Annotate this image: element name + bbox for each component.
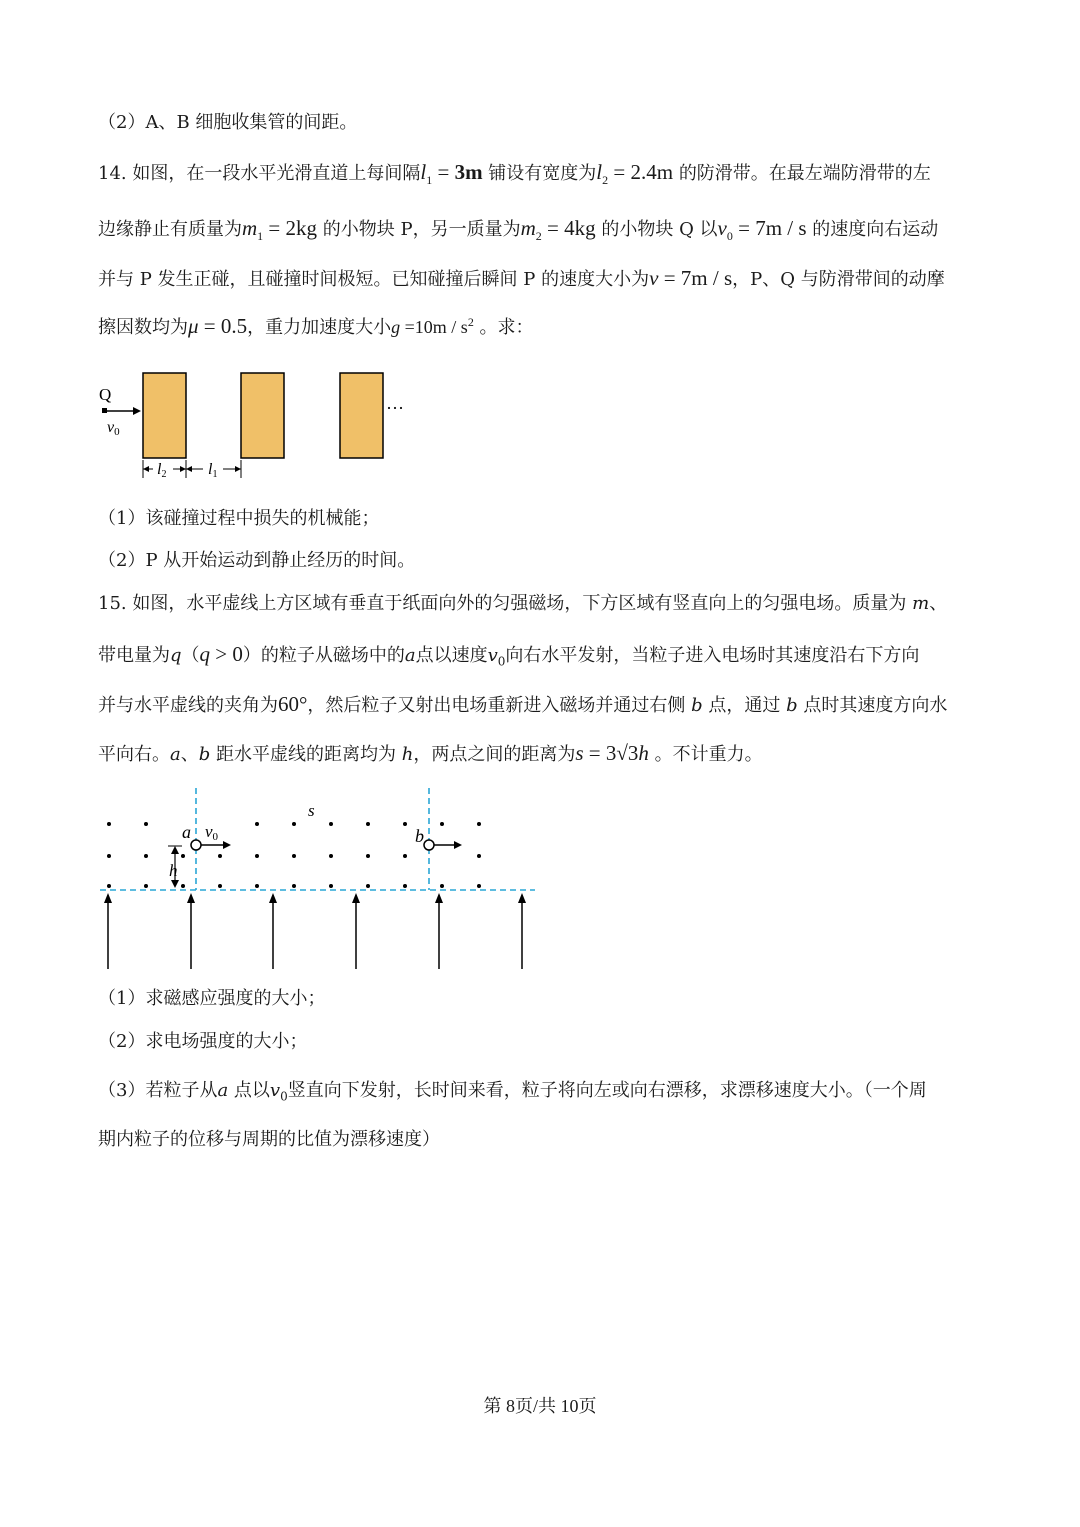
field-dot: [403, 822, 407, 826]
arrow-up-icon: [269, 893, 277, 903]
label-s: s: [308, 801, 315, 820]
velocity-arrow-icon: [454, 841, 462, 849]
field-dot: [107, 822, 111, 826]
particle-a: [191, 840, 201, 850]
magnetic-field-dots: [107, 822, 481, 888]
field-dot: [440, 822, 444, 826]
field-dot: [329, 884, 333, 888]
field-dot: [366, 822, 370, 826]
strip-3: [340, 373, 383, 458]
q15-stem-line4: 平向右。a、b 距水平虚线的距离均为 h，两点之间的距离为s = 3√3h 。不计重力。: [98, 741, 763, 765]
field-dot: [107, 854, 111, 858]
q14-figure: [95, 370, 425, 490]
arrow-up-icon: [518, 893, 526, 903]
field-dot: [218, 884, 222, 888]
field-dot: [181, 854, 185, 858]
arrow-v0-icon: [133, 407, 141, 415]
field-dot: [255, 884, 259, 888]
field-dot: [477, 822, 481, 826]
q14-stem-line3: 并与 P 发生正碰，且碰撞时间极短。已知碰撞后瞬间 P 的速度大小为v = 7m / s，P、Q 与防滑带间的动摩: [98, 266, 945, 290]
q15-stem-line1: 15. 如图，水平虚线上方区域有垂直于纸面向外的匀强磁场，下方区域有竖直向上的匀强电场。质量为 m、: [98, 593, 948, 614]
q15-stem-line2: 带电量为q（q > 0）的粒子从磁场中的a点以速度$v_0$向右水平发射，当粒子进入电场时其速度沿右下方向: [98, 642, 920, 669]
q14-part1: （1）该碰撞过程中损失的机械能；: [98, 508, 380, 529]
field-dot: [403, 884, 407, 888]
field-dot: [403, 854, 407, 858]
q14-stem-line1: 14. 如图，在一段水平光滑直道上每间隔$l_1 = 3m$ 铺设有宽度为$l_2 = 2.4m$ 的防滑带。在最左端防滑带的左: [98, 160, 931, 188]
page-footer: 第 8页/共 10页: [483, 1396, 597, 1416]
field-dot: [181, 884, 185, 888]
label-a: a: [182, 822, 191, 842]
label-l2: l2: [157, 461, 167, 480]
q15-part3-line1: （3）若粒子从a 点以$v_0$竖直向下发射，长时间来看，粒子将向左或向右漂移，求漂移速度大小。（一个周: [98, 1080, 927, 1104]
field-dot: [477, 884, 481, 888]
field-dot: [366, 854, 370, 858]
q15-part1: （1）求磁感应强度的大小；: [98, 988, 326, 1009]
strip-2: [241, 373, 284, 458]
arrow-up-icon: [352, 893, 360, 903]
field-dot: [292, 854, 296, 858]
arrow-up-icon: [435, 893, 443, 903]
field-dot: [107, 884, 111, 888]
particle-b: [424, 840, 434, 850]
label-l1: l1: [208, 461, 218, 480]
field-dot: [477, 854, 481, 858]
field-dot: [144, 854, 148, 858]
q14-stem-line2: 边缘静止有质量为$m_1 = 2kg$ 的小物块 P，另一质量为$m_2 = 4kg$ 的小物块 Q 以$v_0 = 7m / s$ 的速度向右运动: [98, 216, 939, 244]
q15-stem-line3: 并与水平虚线的夹角为60°，然后粒子又射出电场重新进入磁场并通过右侧 b 点，通过 b 点时其速度方向水: [98, 692, 948, 716]
arrow-up-icon: [187, 893, 195, 903]
field-dot: [255, 854, 259, 858]
label-b: b: [415, 826, 424, 846]
label-q: Q: [99, 385, 112, 404]
q13-part2: （2）A、B 细胞收集管的间距。: [98, 112, 358, 133]
q14-part2: （2）P 从开始运动到静止经历的时间。: [98, 550, 416, 571]
q15-part3-line2: 期内粒子的位移与周期的比值为漂移速度）: [98, 1129, 440, 1150]
field-dot: [218, 854, 222, 858]
label-v0: v0: [107, 419, 120, 438]
strip-1: [143, 373, 186, 458]
label-v0: v0: [205, 822, 219, 843]
electric-field-arrows: [104, 893, 526, 969]
label-h: h: [169, 861, 178, 880]
block-q: [102, 408, 107, 413]
q15-part2: （2）求电场强度的大小；: [98, 1031, 308, 1052]
field-dot: [329, 854, 333, 858]
field-dot: [440, 884, 444, 888]
field-dot: [255, 822, 259, 826]
velocity-arrow-icon: [223, 841, 231, 849]
q14-stem-line4: 擦因数均为μ = 0.5，重力加速度大小$g =10m / s^2$ 。求：: [98, 314, 534, 338]
field-dot: [292, 884, 296, 888]
ellipsis: ···: [386, 398, 404, 418]
field-dot: [144, 822, 148, 826]
field-dot: [292, 822, 296, 826]
field-dot: [366, 884, 370, 888]
q15-figure: [95, 785, 545, 975]
field-dot: [329, 822, 333, 826]
field-dot: [144, 884, 148, 888]
arrow-up-icon: [104, 893, 112, 903]
